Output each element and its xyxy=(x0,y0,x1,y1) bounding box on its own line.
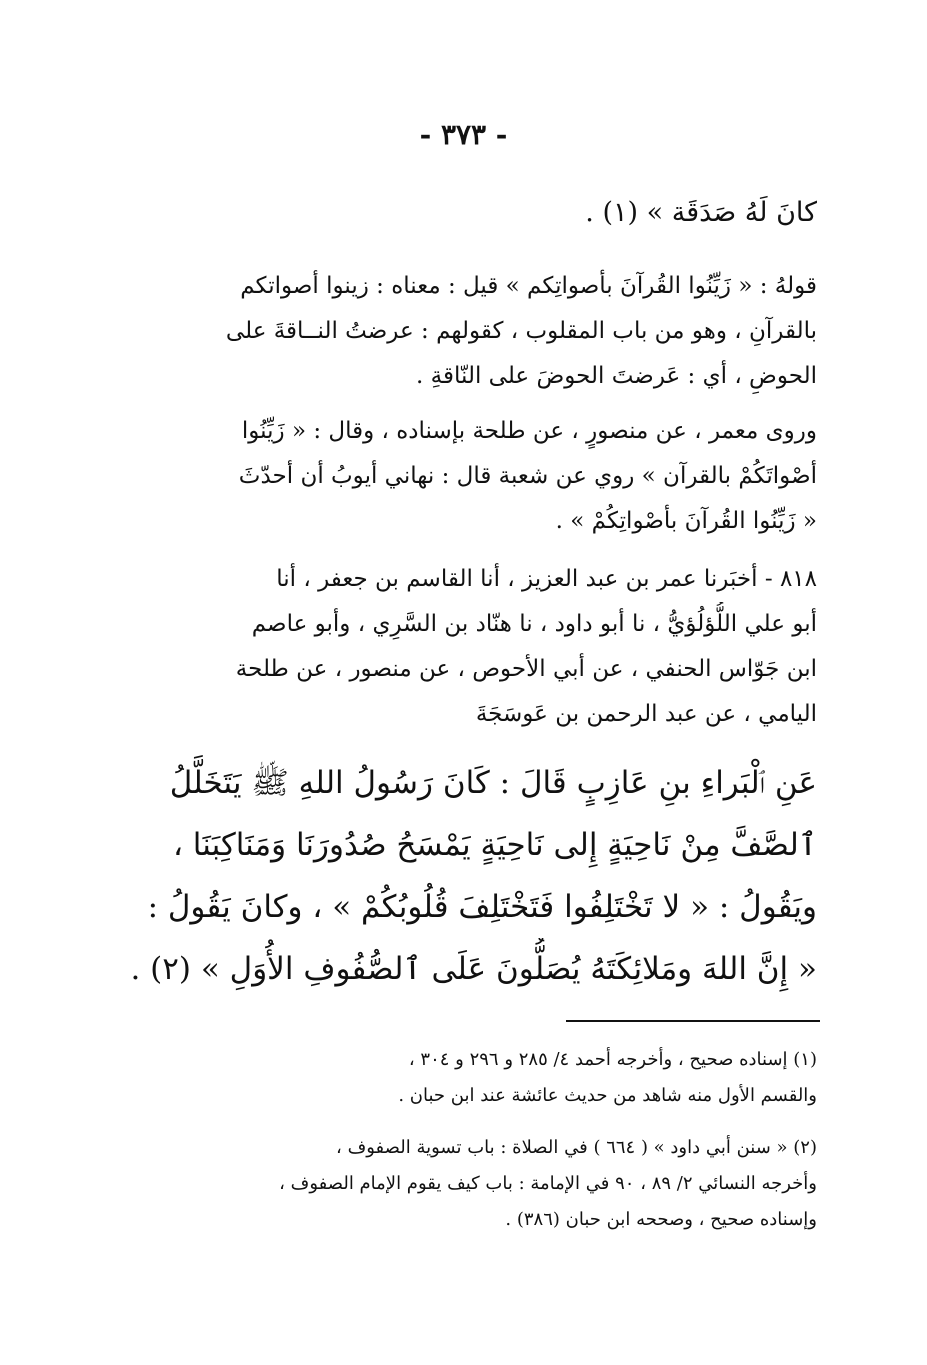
text-line: « زَيِّنُوا القُرآنَ بأصْواتِكُمْ » . xyxy=(555,508,817,534)
footnote-line: وأخرجه النسائي ٢/ ٨٩ ، ٩٠ في الإمامة : باب كيف يقوم الإمام الصفوف ، xyxy=(279,1173,817,1194)
hadith-text xyxy=(107,752,817,1000)
footnote-line: والقسم الأول منه شاهد من حديث عائشة عند ابن حبان . xyxy=(398,1085,817,1106)
text-line: بالقرآنِ ، وهو من باب المقلوب ، كقولهم : عرضتُ النــاقةَ على xyxy=(225,318,817,344)
text-line: وروى معمر ، عن منصورٍ ، عن طلحة بإسناده ، وقال : « زَيِّنُوا xyxy=(241,418,817,444)
footnote-line: (١) إسناده صحيح ، وأخرجه أحمد ٤/ ٢٨٥ و ٢٩٦ و ٣٠٤ ، xyxy=(408,1049,817,1070)
text-line: أبو علي اللُّؤلُؤيُّ ، نا أبو داود ، نا هنّاد بن السَّرِي ، وأبو عاصم xyxy=(251,611,817,637)
paragraph-narration xyxy=(107,409,817,544)
text-line: اليامي ، عن عبد الرحمن بن عَوسَجَةَ xyxy=(475,701,817,727)
hadith-line: ويَقُولُ : « لا تَخْتَلِفُوا فَتَخْتَلِفَ قُلُوبُكُمْ » ، وكانَ يَقُولُ : xyxy=(147,889,817,925)
footnote-1 xyxy=(107,1042,817,1114)
text-line: الحوضِ ، أي : عَرضتَ الحوضَ على النّاقةِ . xyxy=(416,363,817,389)
paragraph-explanation xyxy=(107,264,817,399)
opening-line: كانَ لَهُ صَدَقَة » (١) . xyxy=(585,197,817,228)
opening-line-block xyxy=(107,188,817,238)
text-line: قولهُ : « زَيِّنُوا القُرآنَ بأصواتِكم » قيل : معناه : زينوا أصواتكم xyxy=(240,273,817,299)
footnote-2 xyxy=(107,1130,817,1238)
footnote-divider xyxy=(566,1020,820,1022)
footnote-line: وإسناده صحيح ، وصححه ابن حبان (٣٨٦) . xyxy=(505,1209,817,1230)
text-line: ٨١٨ - أخبَرنا عمر بن عبد العزيز ، أنا القاسم بن جعفر ، أنا xyxy=(276,566,817,592)
page-number: - ٣٧٣ - xyxy=(419,118,508,151)
hadith-line: عَنِ ٱلْبَراءِ بنِ عَازِبٍ قَالَ : كَانَ رَسُولُ اللهِ ﷺ يَتَخَلَّلُ xyxy=(169,765,817,801)
text-line: ابن جَوّاس الحنفي ، عن أبي الأحوص ، عن منصور ، عن طلحة xyxy=(235,656,817,682)
hadith-line: « إِنَّ اللهَ ومَلائِكَتَهُ يُصَلُّونَ عَلَى ٱلصُّفُوفِ الأُوَلِ » (٢) . xyxy=(130,951,817,987)
text-line: أصْواتَكُمْ بالقرآن » روي عن شعبة قال : نهاني أيوبُ أن أحدّثَ xyxy=(238,463,817,489)
footnote-line: (٢) « سنن أبي داود » ( ٦٦٤ ) في الصلاة : باب تسوية الصفوف ، xyxy=(336,1137,817,1158)
hadith-line: ٱلصَّفَّ مِنْ نَاحِيَةٍ إِلى نَاحِيَةٍ يَمْسَحُ صُدُورَنَا وَمَنَاكِبَنَا ، xyxy=(172,827,817,863)
paragraph-isnad xyxy=(107,557,817,737)
